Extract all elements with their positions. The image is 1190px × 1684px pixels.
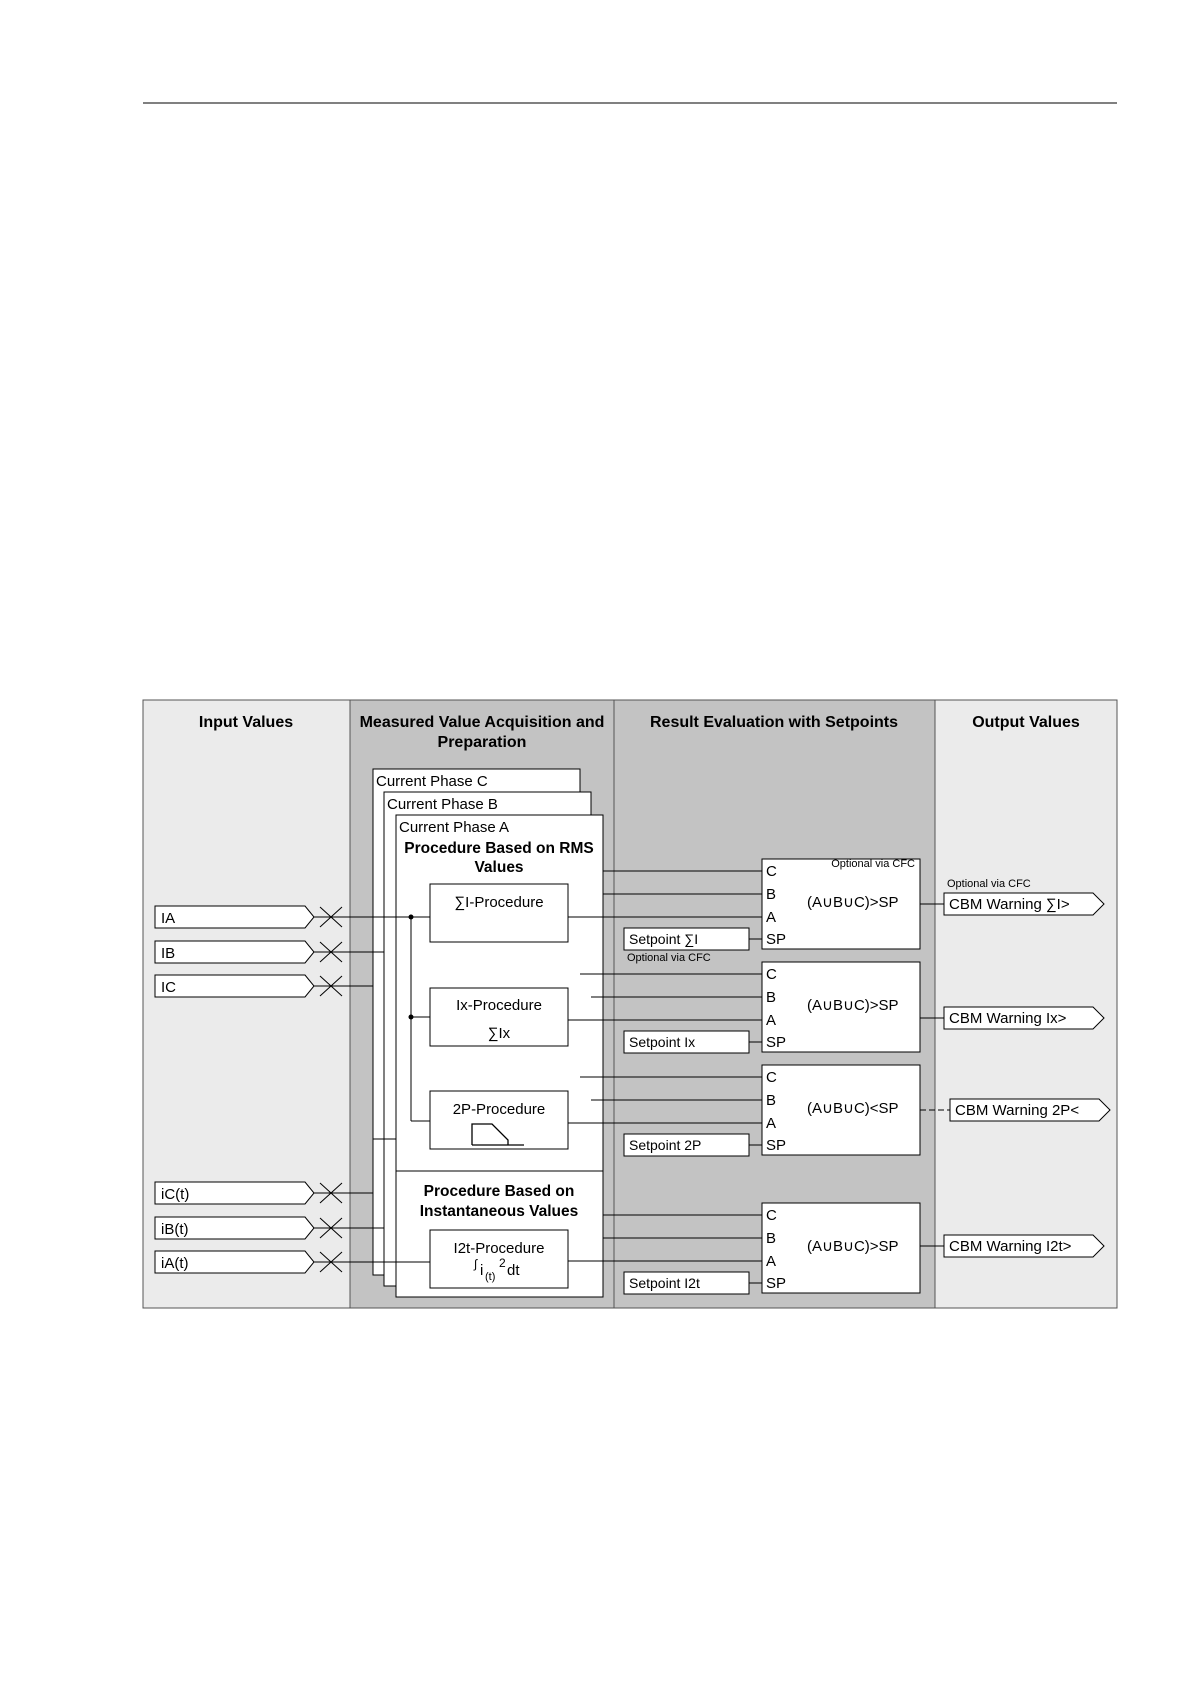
svg-text:C: C [766,966,777,983]
note-optional-cfc-setpoint: Optional via CFC [627,952,711,964]
svg-text:(A∪B∪C)>SP: (A∪B∪C)>SP [807,997,899,1014]
input-signal-ic [155,975,314,997]
svg-text:CBM Warning 2P<: CBM Warning 2P< [955,1102,1080,1119]
svg-text:(A∪B∪C)>SP: (A∪B∪C)>SP [807,894,899,911]
group-inst-title-line1: Procedure Based on [423,1183,575,1200]
column-header-acquisition-line2: Preparation [437,734,527,751]
svg-text:SP: SP [766,931,787,948]
input-signal-ib [155,941,314,963]
svg-text:CBM Warning ∑I>: CBM Warning ∑I> [949,896,1070,913]
output-signal-ix [944,1007,1104,1029]
input-signal-ic-t [155,1182,314,1204]
procedure-i2t-label: I2t-Procedure [453,1240,545,1257]
svg-text:A: A [766,1012,777,1029]
evaluator-ix [762,962,920,1052]
input-signal-ib-t [155,1217,314,1239]
svg-text:CBM Warning Ix>: CBM Warning Ix> [949,1010,1067,1027]
svg-text:B: B [766,1230,777,1247]
svg-text:SP: SP [766,1034,787,1051]
integral-icon: ∫ [474,1257,478,1271]
input-signal-ia-t [155,1251,314,1273]
procedure-sum-i [430,884,568,942]
svg-text:B: B [766,989,777,1006]
phase-label-c: Current Phase C [376,773,488,790]
i2t-formula-power: 2 [499,1256,506,1270]
svg-text:B: B [766,1092,777,1109]
svg-text:IC: IC [161,979,176,996]
svg-text:B: B [766,886,777,903]
evaluator-i2t [762,1203,920,1293]
svg-text:Setpoint Ix: Setpoint Ix [629,1034,696,1050]
junction-dot [409,1015,414,1020]
svg-text:Setpoint 2P: Setpoint 2P [629,1137,702,1153]
svg-text:iB(t): iB(t) [161,1221,189,1238]
setpoint-ix [624,1031,749,1053]
output-signal-sum-i [944,893,1104,915]
evaluator-sum-i [762,858,920,949]
svg-text:C: C [766,1207,777,1224]
output-signal-i2t [944,1235,1104,1257]
phase-label-b: Current Phase B [387,796,498,813]
i2t-formula-dt: dt [507,1262,520,1279]
procedure-2p [430,1091,568,1149]
svg-text:(A∪B∪C)>SP: (A∪B∪C)>SP [807,1238,899,1255]
column-output-bg [935,700,1117,1308]
i2t-formula-t: (t) [485,1271,496,1283]
setpoint-i2t [624,1272,749,1294]
setpoint-sum-i [624,928,749,950]
junction-dot [409,915,414,920]
column-header-output: Output Values [972,714,1080,731]
svg-text:(A∪B∪C)<SP: (A∪B∪C)<SP [807,1100,899,1117]
procedure-ix-sub: ∑Ix [487,1025,511,1042]
svg-text:iC(t): iC(t) [161,1186,190,1203]
input-signal-ia [155,906,314,928]
svg-text:Setpoint ∑I: Setpoint ∑I [629,931,699,947]
procedure-sum-i-label: ∑I-Procedure [454,894,544,911]
svg-text:A: A [766,909,777,926]
group-rms-title-line1: Procedure Based on RMS [404,840,594,857]
i2t-formula-i: i [480,1262,484,1279]
svg-text:Setpoint I2t: Setpoint I2t [629,1275,700,1291]
svg-text:CBM Warning I2t>: CBM Warning I2t> [949,1238,1072,1255]
svg-text:C: C [766,1069,777,1086]
procedure-2p-label: 2P-Procedure [452,1101,546,1118]
column-header-input: Input Values [198,714,294,731]
note-optional-cfc-output: Optional via CFC [947,878,1031,890]
evaluator-2p [762,1065,920,1155]
note-optional-cfc: Optional via CFC [831,858,915,870]
svg-text:IA: IA [161,910,176,927]
svg-text:SP: SP [766,1137,787,1154]
procedure-ix-label: Ix-Procedure [456,997,542,1014]
svg-text:A: A [766,1115,777,1132]
setpoint-2p [624,1134,749,1156]
column-header-evaluation: Result Evaluation with Setpoints [649,714,899,731]
svg-text:SP: SP [766,1275,787,1292]
svg-text:iA(t): iA(t) [161,1255,189,1272]
svg-text:C: C [766,863,777,880]
group-rms-title-line2: Values [474,859,524,876]
output-signal-2p [950,1099,1110,1121]
phase-label-a: Current Phase A [399,819,510,836]
group-inst-title-line2: Instantaneous Values [419,1203,579,1220]
svg-text:IB: IB [161,945,176,962]
column-header-acquisition-line1: Measured Value Acquisition and [359,714,605,731]
svg-text:A: A [766,1253,777,1270]
